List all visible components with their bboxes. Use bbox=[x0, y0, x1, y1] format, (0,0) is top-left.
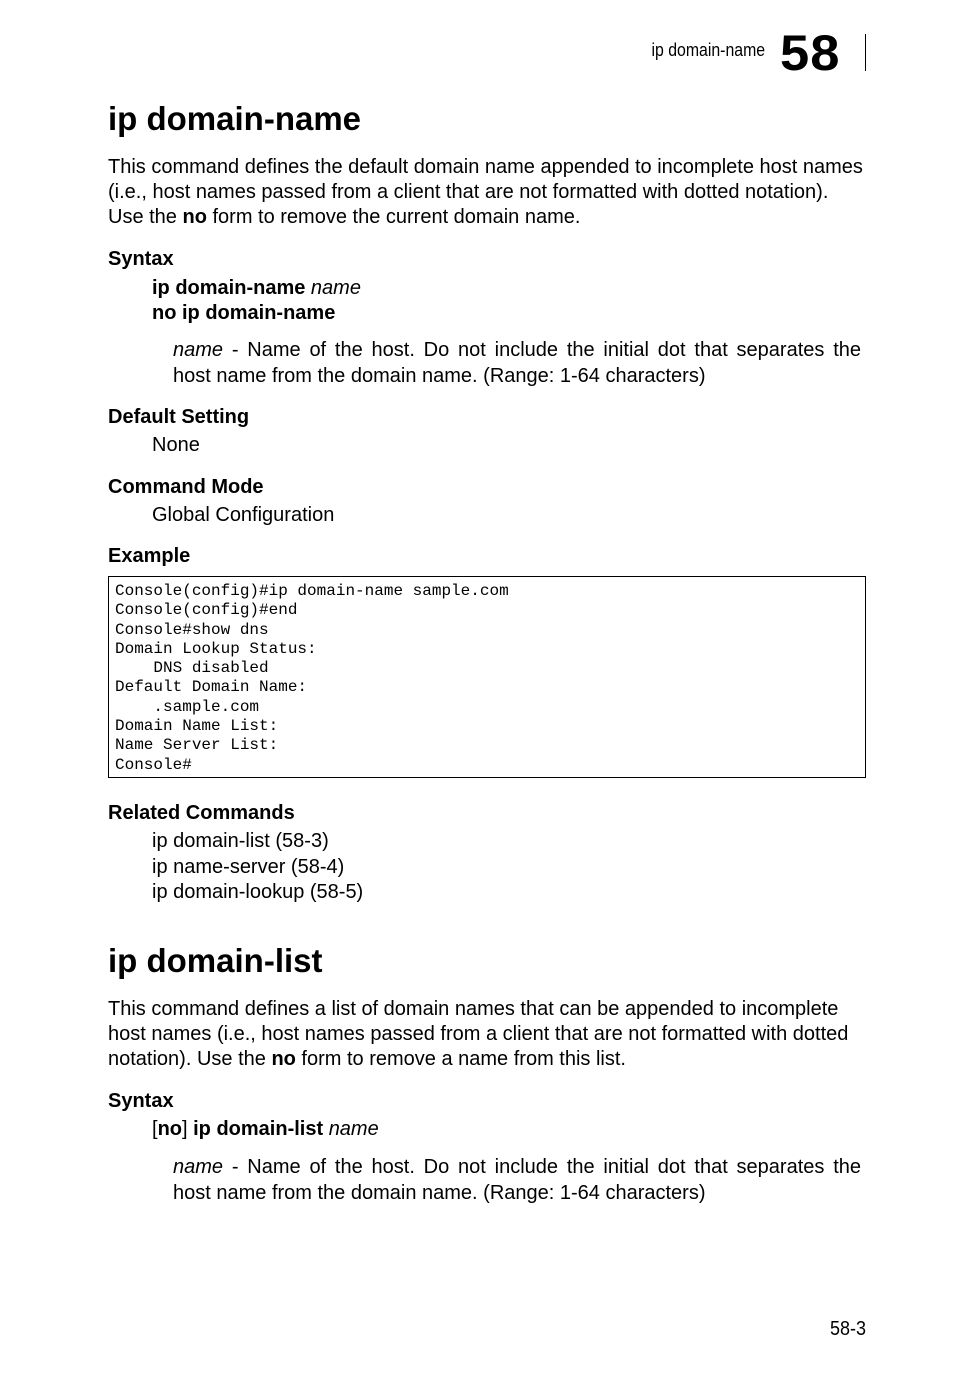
syntax-argument: name bbox=[328, 1118, 379, 1140]
section2-intro-text: This command defines a list of domain names that can be appended to incomplete host names (i.e., host names passed from a client that are not formatted with dotted notation). Use the bbox=[108, 998, 849, 1070]
section2-parameter-description bbox=[173, 1155, 861, 1206]
section2-syntax-heading: Syntax bbox=[108, 1090, 174, 1112]
code-line: Domain Name List: bbox=[115, 717, 279, 736]
syntax-bracket-close: ] bbox=[182, 1118, 194, 1140]
related-command-link[interactable]: ip domain-list (58-3) bbox=[152, 830, 329, 852]
section1-intro-text-end: form to remove the current domain name. bbox=[206, 206, 581, 228]
header-divider bbox=[865, 34, 866, 71]
section1-parameter-description bbox=[173, 338, 861, 389]
param-desc: - Name of the host. Do not include the initial dot that separates the bbox=[223, 339, 861, 361]
section2-intro-text-end: form to remove a name from this list. bbox=[295, 1048, 626, 1070]
running-header-title: ip domain-name bbox=[651, 40, 765, 60]
related-command-link[interactable]: ip domain-lookup (58-5) bbox=[152, 881, 364, 903]
example-code bbox=[109, 577, 865, 780]
page-number: 58-3 bbox=[829, 1318, 866, 1340]
section1-intro-text: This command defines the default domain name appended to incomplete host names (i.e., host names passed from a client that are not formatted with dotted notation). Use the bbox=[108, 156, 863, 228]
syntax-argument: name bbox=[310, 277, 361, 299]
section-title-ip-domain-list: ip domain-list bbox=[108, 942, 323, 979]
syntax-bracket-open: [ bbox=[152, 1118, 158, 1140]
default-setting-heading: Default Setting bbox=[108, 406, 250, 428]
code-line: Default Domain Name: bbox=[115, 678, 308, 697]
param-line-1 bbox=[173, 1155, 861, 1181]
param-name: name bbox=[173, 339, 224, 361]
command-mode-heading: Command Mode bbox=[108, 476, 264, 498]
example-code-block bbox=[108, 576, 866, 778]
section1-syntax-heading: Syntax bbox=[108, 248, 174, 270]
related-commands-heading: Related Commands bbox=[108, 802, 295, 824]
section2-intro-no-keyword: no bbox=[271, 1048, 296, 1070]
code-line: Name Server List: bbox=[115, 736, 279, 755]
default-setting-value: None bbox=[152, 434, 200, 456]
section1-intro bbox=[108, 155, 868, 230]
syntax-no-keyword: no bbox=[157, 1118, 182, 1140]
code-line: .sample.com bbox=[115, 697, 260, 716]
example-heading: Example bbox=[108, 545, 191, 567]
related-command-link[interactable]: ip name-server (58-4) bbox=[152, 856, 345, 878]
section2-syntax-line bbox=[152, 1117, 379, 1143]
section2-intro bbox=[108, 997, 868, 1072]
param-line-1 bbox=[173, 338, 861, 364]
chapter-number: 58 bbox=[780, 25, 841, 81]
section1-intro-no-keyword: no bbox=[182, 206, 207, 228]
param-name: name bbox=[173, 1156, 224, 1178]
param-desc: - Name of the host. Do not include the initial dot that separates the bbox=[223, 1156, 861, 1178]
param-line-2: host name from the domain name. (Range: 1-64 characters) bbox=[173, 1181, 706, 1204]
code-line: Domain Lookup Status: bbox=[115, 639, 317, 658]
code-line: Console(config)#end bbox=[115, 601, 298, 620]
code-line: DNS disabled bbox=[115, 659, 269, 678]
code-line: Console#show dns bbox=[115, 620, 269, 639]
section-title-ip-domain-name: ip domain-name bbox=[108, 100, 362, 137]
param-line-2: host name from the domain name. (Range: 1-64 characters) bbox=[173, 364, 706, 387]
syntax-command: ip domain-list bbox=[193, 1118, 324, 1140]
command-mode-value: Global Configuration bbox=[152, 504, 335, 526]
syntax-command: ip domain-name bbox=[152, 277, 306, 299]
syntax-command-no: no ip domain-name bbox=[152, 302, 336, 324]
code-line: Console(config)#ip domain-name sample.com bbox=[115, 582, 509, 600]
section1-syntax-line1 bbox=[152, 276, 361, 302]
code-line: Console# bbox=[115, 755, 192, 774]
section1-syntax-line2 bbox=[152, 301, 335, 327]
